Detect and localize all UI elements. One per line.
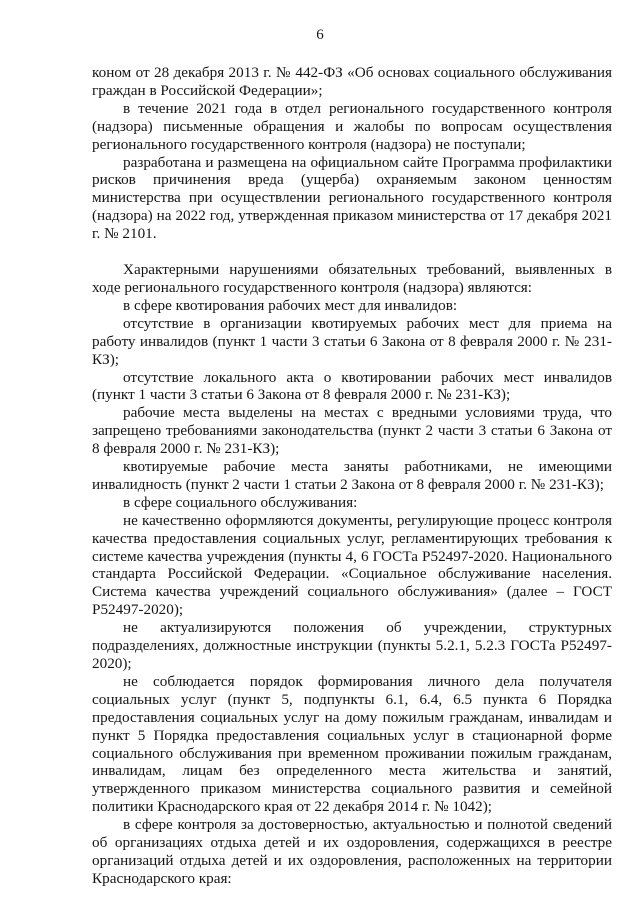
paragraph-social-heading: в сфере социального обслуживания: [123, 493, 358, 511]
paragraph-quota-heading: в сфере квотирования рабочих мест для инвалидов: [123, 296, 458, 314]
paragraph-recreation-heading: в сфере контроля за достоверностью, актуальностью и полнотой сведений об организациях отдыха детей и их оздоровления, содержащихся в реестре организаций отдыха детей и их оздоровления, расположенных на территории Краснодарского края: [92, 816, 612, 887]
paragraph-social-item-2: не актуализируются положения об учреждении, структурных подразделениях, должностные инструкции (пункты 5.2.1, 5.2.3 ГОСТа Р52497-2020); [92, 619, 612, 672]
paragraph-quota-item-2: отсутствие локального акта о квотировании рабочих мест инвалидов (пункт 1 части 3 статьи 6 Закона от 8 февраля 2000 г. № 231-КЗ); [92, 368, 612, 404]
paragraph-social-item-3: не соблюдается порядок формирования личного дела получателя социальных услуг (пункт 5, подпункты 6.1, 6.4, 6.5 пункта 6 Порядка предоставления социальных услуг на дому пожилым гражданам, инвалидам и пункт 5 Порядка предоставления социальных услуг в стационарной форме социального обслуживания при временном проживании пожилым гражданам, инвалидам, лицам без определенного места жительства и занятий, утвержденного приказом министерства социального развития и семейной политики Краснодарского края от 22 декабря 2014 г. № 1042); [92, 672, 612, 816]
paragraph-prevention-program: разработана и размещена на официальном сайте Программа профилактики рисков причинения вреда (ущерба) охраняемым законом ценностям министерства при осуществлении регионального государственного контроля (надзора) на 2022 год, утвержденная приказом министерства от 17 декабря 2021 г. № 2101. [92, 153, 612, 243]
paragraph-social-item-1: не качественно оформляются документы, регулирующие процесс контроля качества предоставления социальных услуг, регламентирующих требования к системе качества учреждения (пункты 4, 6 ГОСТа Р52497-2020. Национального стандарта Российской Федерации. «Социальное обслуживание населения. Система качества учреждений социального обслуживания» (далее – ГОСТ Р52497-2020); [92, 511, 612, 619]
document-body [92, 64, 612, 888]
paragraph-violations-intro: Характерными нарушениями обязательных требований, выявленных в ходе регионального государственного контроля (надзора) являются: [92, 261, 612, 296]
paragraph-appeals: в течение 2021 года в отдел регионального государственного контроля (надзора) письменные обращения и жалобы по вопросам осуществления регионального государственного контроля (надзора) не поступали; [92, 99, 612, 153]
page-number: 6 [316, 27, 324, 43]
paragraph-quota-item-4: квотируемые рабочие места заняты работниками, не имеющими инвалидность (пункт 2 части 1 статьи 2 Закона от 8 февраля 2000 г. № 231-КЗ); [92, 458, 612, 493]
paragraph-quota-item-3: рабочие места выделены на местах с вредными условиями труда, что запрещено требованиями законодательства (пункт 2 части 3 статьи 6 Закона от 8 февраля 2000 г. № 231-КЗ); [92, 404, 612, 458]
paragraph-law-reference: коном от 28 декабря 2013 г. № 442-ФЗ «Об основах социального обслуживания граждан в Российской Федерации»; [92, 64, 612, 99]
paragraph-quota-item-1: отсутствие в организации квотируемых рабочих мест для приема на работу инвалидов (пункт 1 части 3 статьи 6 Закона от 8 февраля 2000 г. № 231-КЗ); [92, 314, 612, 368]
